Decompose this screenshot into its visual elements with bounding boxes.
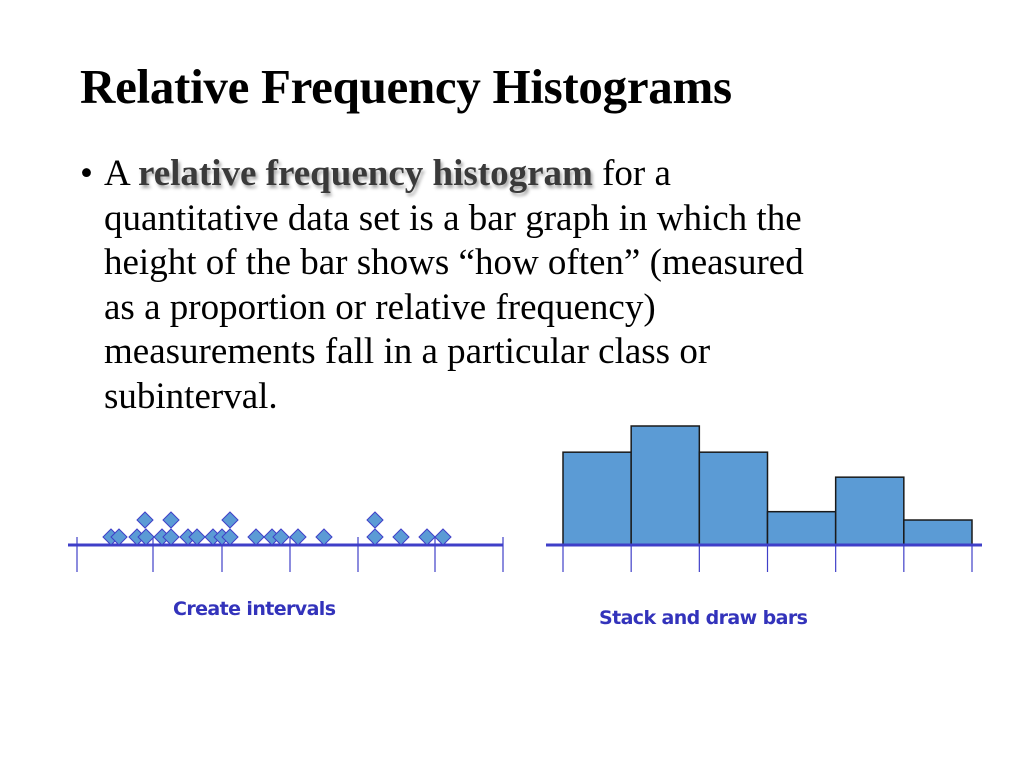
data-point-diamond (189, 529, 205, 545)
caption-stack-draw-bars: Stack and draw bars (599, 607, 808, 629)
bullet-line-5: measurements fall in a particular class or (104, 331, 711, 372)
data-point-diamond (419, 529, 435, 545)
histogram-bar (904, 520, 972, 545)
histogram (546, 426, 982, 572)
data-point-diamond (163, 512, 179, 528)
bullet-marker: • (80, 153, 93, 194)
caption-create-intervals: Create intervals (173, 598, 336, 620)
data-point-diamond (435, 529, 451, 545)
data-point-diamond (273, 529, 289, 545)
bullet-line-6: subinterval. (104, 375, 278, 417)
data-point-diamond (316, 529, 332, 545)
bullet-line-1-rest: for a (592, 153, 671, 194)
data-point-diamond (393, 529, 409, 545)
histogram-bar (836, 477, 904, 545)
data-point-diamond (163, 529, 179, 545)
data-point-diamond (290, 529, 306, 545)
histogram-bar (699, 452, 767, 545)
data-point-diamond (248, 529, 264, 545)
dot-plot (68, 512, 503, 572)
data-point-diamond (222, 512, 238, 528)
bullet-lead: A (104, 153, 138, 194)
histogram-bar (563, 452, 631, 545)
data-point-diamond (137, 512, 153, 528)
term-emphasis: relative frequency histogram (137, 153, 593, 194)
slide-title: Relative Frequency Histograms (80, 59, 732, 114)
bullet-line-2: quantitative data set is a bar graph in which the (104, 197, 802, 239)
bullet-line-4: as a proportion or relative frequency) (104, 286, 656, 328)
histogram-bar (631, 426, 699, 545)
data-point-diamond (138, 529, 154, 545)
data-point-diamond (367, 512, 383, 528)
bullet-line-3: height of the bar shows “how often” (measured (104, 242, 804, 283)
histogram-bar (768, 512, 836, 545)
data-point-diamond (367, 529, 383, 545)
